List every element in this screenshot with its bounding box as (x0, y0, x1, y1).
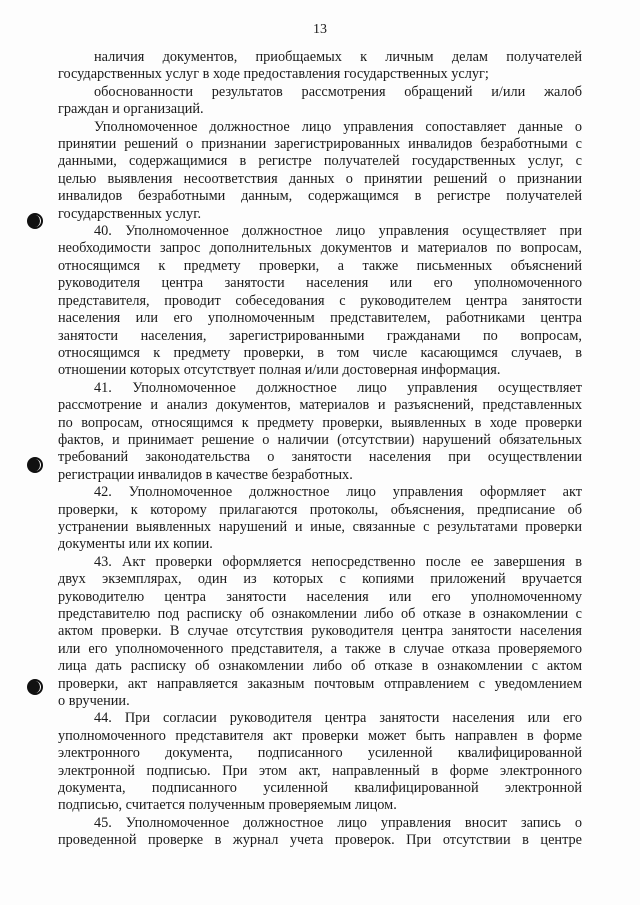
text-line: актом проверки. В случае отсутствия руководителя центра занятости населения (58, 623, 582, 640)
text-line: проведенной проверке в журнал учета проверок. При отсутствии в центре (58, 832, 582, 849)
text-line: 44. При согласии руководителя центра занятости населения или его (94, 710, 582, 727)
text-line: 41. Уполномоченное должностное лицо управления осуществляет (94, 379, 582, 396)
text-line: двух экземплярах, один из которых с копиями приложений вручается (58, 571, 582, 588)
text-line: электронного документа, подписанного усиленной квалифицированной (58, 745, 582, 762)
text-line: граждан и организаций. (58, 101, 204, 118)
text-line: целью выявления несоответствия данных о принятии решений о признании (58, 170, 582, 187)
text-line: о вручении. (58, 693, 130, 710)
text-line: государственных услуг в ходе предоставления государственных услуг; (58, 66, 489, 83)
text-line: проверки, к которому прилагаются протоколы, объяснения, предписание об (58, 501, 582, 518)
text-line: 43. Акт проверки оформляется непосредственно после ее завершения в (94, 553, 582, 570)
text-line: регистрации инвалидов в качестве безработных. (58, 466, 353, 483)
text-line: электронной подписью. При этом акт, направленный в форме электронного (58, 762, 582, 779)
binder-hole-icon (26, 212, 44, 230)
text-line: населения или его уполномоченным представителем, работниками центра (58, 310, 582, 327)
text-line: государственных услуг. (58, 205, 202, 222)
binder-hole-icon (26, 678, 44, 696)
page-number: 13 (313, 22, 327, 37)
text-line: 40. Уполномоченное должностное лицо управления осуществляет при (94, 223, 582, 240)
text-line: документа, подписанного усиленной квалифицированной электронной (58, 780, 582, 797)
text-line: по вопросам, относящимся к предмету проверки, выявленных в ходе проверки (58, 414, 582, 431)
text-line: представителю под расписку об ознакомлении либо об отказе в ознакомлении с (58, 606, 582, 622)
text-line: руководителя центра занятости населения или его уполномоченного (58, 275, 582, 292)
text-line: относящимся к предмету проверки, в том числе касающимся случаев, в (58, 344, 582, 361)
text-line: относящимся к предмету проверки, а также письменных объяснений (58, 257, 582, 274)
text-line: инвалидов безработными данным, содержащимся в регистре получателей (58, 188, 582, 205)
text-line: занятости населения, зарегистрированными гражданами по вопросам, (58, 327, 582, 344)
text-line: руководителю центра занятости населения или его уполномоченному (58, 588, 582, 605)
text-line: документы или их копии. (58, 536, 213, 553)
text-line: уполномоченного представителя акт проверки может быть направлен в форме (58, 727, 582, 744)
text-line: принятии решений о признании зарегистрированных инвалидов безработными с (58, 136, 582, 153)
text-line: фактов, и принимает решение о наличии (отсутствии) нарушений обязательных (58, 431, 582, 448)
text-line: данными, содержащимися в регистре получателей государственных услуг, с (58, 153, 582, 170)
binder-hole-icon (26, 456, 44, 474)
text-line: требований законодательства о занятости населения при осуществлении (58, 449, 582, 466)
text-line: представителя, проводит собеседования с руководителем центра занятости (58, 292, 582, 309)
text-line: 45. Уполномоченное должностное лицо управления вносит запись о (94, 814, 582, 831)
text-line: проверки, акт направляется заказным почтовым отправлением с уведомлением (58, 675, 582, 692)
text-line: рассмотрение и анализ документов, материалов и разъяснений, представленных (58, 397, 582, 414)
document-body (58, 49, 582, 850)
text-line: необходимости запрос дополнительных документов и материалов по вопросам, (58, 240, 582, 257)
text-line: или его уполномоченного представителя, а также в случае отказа проверяемого (58, 640, 582, 657)
text-line: устранении выявленных нарушений и иные, связанные с результатами проверки (58, 518, 582, 535)
text-line: отношении которых отсутствует полная и/или достоверная информация. (58, 362, 501, 379)
text-line: обоснованности результатов рассмотрения обращений и/или жалоб (94, 83, 582, 100)
text-line: наличия документов, приобщаемых к личным делам получателей (94, 49, 582, 65)
text-line: лица дать расписку об ознакомлении либо об отказе в ознакомлении с актом (58, 658, 582, 675)
text-line: подписью, считается полученным проверяемым лицом. (58, 797, 397, 814)
text-line: Уполномоченное должностное лицо управления сопоставляет данные о (94, 118, 582, 135)
text-line: 42. Уполномоченное должностное лицо управления оформляет акт (94, 484, 582, 501)
